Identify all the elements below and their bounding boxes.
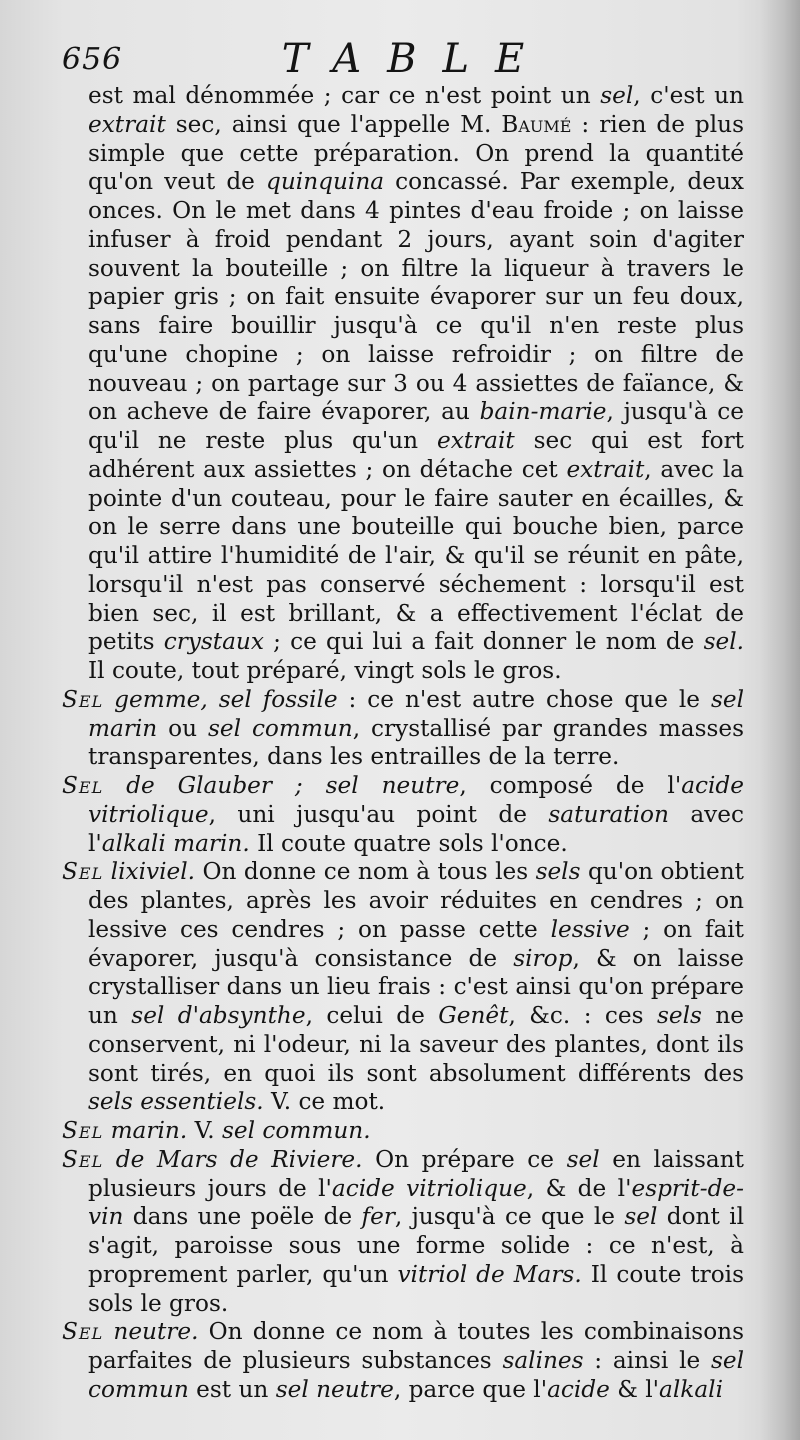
italic-term: vitriol de Mars. [397,1260,582,1288]
body-text: dont il s'agit, paroisse sous une forme solide : ce n'est, à proprement parler, qu'un [88,1203,744,1288]
body-text: , jusqu'à ce qu'il ne reste plus qu'un [88,398,744,454]
body-text: , & de l' [526,1174,632,1202]
body-text: , jusqu'à ce que le [394,1203,625,1231]
dictionary-entry [62,1146,744,1319]
italic-term: sels [535,858,581,886]
body-text: , crystallisé par grandes masses transparentes, dans les entrailles de la terre. [88,714,744,771]
body-text: ; ce qui lui a fait donner le nom de [263,628,704,656]
body-text: , composé de l' [459,772,682,799]
body-text: Il coute quatre sols l'once. [249,829,568,857]
dictionary-entry [62,1318,744,1404]
body-text: , parce que l' [393,1375,548,1403]
italic-term: Genêt [438,1002,509,1029]
body-text: ne conservent, ni l'odeur, ni la saveur des plantes, dont ils sont tirés, en quoi ils sont absolument différents des [88,1002,744,1087]
page-number: 656 [62,42,123,77]
small-caps-text: Baumé [501,110,572,138]
body-text: : ainsi le [583,1347,711,1374]
italic-term: sirop [513,944,573,972]
entry-headword: Sel [62,858,104,886]
text-body [62,82,744,1405]
italic-term: acide vitriolique [88,772,744,828]
entry-headword: Sel [62,1145,104,1173]
page-gutter-shadow [760,0,800,1440]
body-text: : rien de plus simple que cette préparation. On prend la quantité qu'on veut de [88,110,744,196]
italic-term: crystaux [163,628,264,656]
body-text: est un [188,1375,276,1403]
body-text: ; on fait évaporer, jusqu'à consistance de [88,915,745,972]
italic-term: sel commun [88,1347,744,1403]
italic-term: sel commun [207,714,353,742]
italic-term: lixiviel. [103,858,196,886]
body-text: , uni jusqu'au point de [208,800,549,828]
page-header [62,36,744,82]
running-head: TABLE [281,36,551,82]
body-text: sec, ainsi que l'appelle M. [165,110,502,138]
italic-term: acide [547,1375,610,1403]
italic-term: alkali [659,1375,723,1403]
body-text: , & on laisse crystalliser dans un lieu frais : c'est ainsi qu'on prépare un [88,944,744,1029]
italic-term: sel d'absynthe [131,1002,306,1029]
italic-term: sel [624,1203,658,1231]
body-text: Il coute trois sols le gros. [88,1260,745,1317]
italic-term: sel [600,82,634,109]
entry-headword: Sel [62,772,104,799]
italic-term: fer [361,1203,395,1231]
dictionary-entry [62,858,744,1117]
italic-term: neutre. [103,1318,199,1346]
italic-term: sel. [703,628,744,656]
entry-headword: Sel [62,1318,104,1346]
italic-term: saturation [548,800,669,828]
italic-term: quinquina [266,168,385,196]
body-text: qu'on obtient des plantes, après les avoir réduites en cendres ; on lessive ces cendres ; on passe cette [88,858,744,943]
continuation-paragraph [62,82,744,686]
italic-term: sel [566,1145,600,1173]
italic-term: salines [502,1347,584,1374]
italic-term: gemme, sel fossile [103,685,338,713]
body-text: & l' [609,1375,660,1403]
body-text: V. [187,1117,223,1144]
italic-term: extrait [88,110,166,138]
body-text: sec qui est fort adhérent aux assiettes ; on détache cet [88,427,744,483]
body-text: On prépare ce [362,1145,567,1173]
italic-term: sels essentiels. [88,1088,264,1116]
body-text: en laissant plusieurs jours de l' [88,1145,745,1202]
italic-term: bain-marie [479,398,607,426]
entry-headword: Sel [62,685,104,713]
italic-term: marin. [103,1117,188,1144]
italic-term: sels [656,1002,702,1029]
italic-term: sel commun. [222,1117,371,1144]
dictionary-entry [62,772,744,858]
body-text: : ce n'est autre chose que le [337,685,711,713]
italic-term: extrait [566,455,645,483]
body-text: On donne ce nom à toutes les combinaisons parfaites de plusieurs substances [88,1318,744,1374]
italic-term: acide vitriolique [331,1174,527,1202]
dictionary-entry [62,1117,744,1146]
italic-term: lessive [550,915,630,943]
body-text: , c'est un [633,82,744,109]
dictionary-entry [62,686,744,772]
italic-term: extrait [436,427,515,454]
body-text: , celui de [305,1002,439,1029]
entry-headword: Sel [62,1117,104,1144]
body-text: , &c. : ces [508,1002,657,1029]
body-text: ou [157,714,208,742]
italic-term: sel neutre [275,1375,394,1403]
body-text: , avec la pointe d'un couteau, pour le faire sauter en écailles, & on le serre dans une bouteille qui bouche bien, parce qu'il attire l'humidité de l'air, & qu'il se réunit en pâte, lorsqu'il n'est pas conservé séchement : lorsqu'il est bien sec, il est brillant, & a effectivement l'éclat de petits [88,455,744,656]
body-text: concassé. Par exemple, deux onces. On le met dans 4 pintes d'eau froide ; on laisse infuser à froid pendant 2 jours, ayant soin d'agiter souvent la bouteille ; on filtre la liqueur à travers le papier gris ; on fait ensuite évaporer sur un feu doux, sans faire bouillir jusqu'à ce qu'il n'en reste plus qu'une chopine ; on laisse refroidir ; on filtre de nouveau ; on partage sur 3 ou 4 assiettes de faïance, & on acheve de faire évaporer, au [88,168,744,426]
italic-term: sel marin [88,685,744,742]
body-text: V. ce mot. [263,1088,386,1116]
body-text: On donne ce nom à tous les [195,858,536,886]
body-text: avec l' [88,800,744,857]
body-text: Il coute, tout préparé, vingt sols le gros. [88,657,562,684]
italic-term: esprit-de-vin [88,1174,744,1231]
italic-term: alkali marin. [101,829,250,857]
body-text: dans une poële de [123,1203,362,1231]
italic-term: de Mars de Riviere. [103,1145,363,1173]
body-text: est mal dénommée ; car ce n'est point un [88,82,601,109]
italic-term: de Glauber ; sel neutre [103,772,460,799]
